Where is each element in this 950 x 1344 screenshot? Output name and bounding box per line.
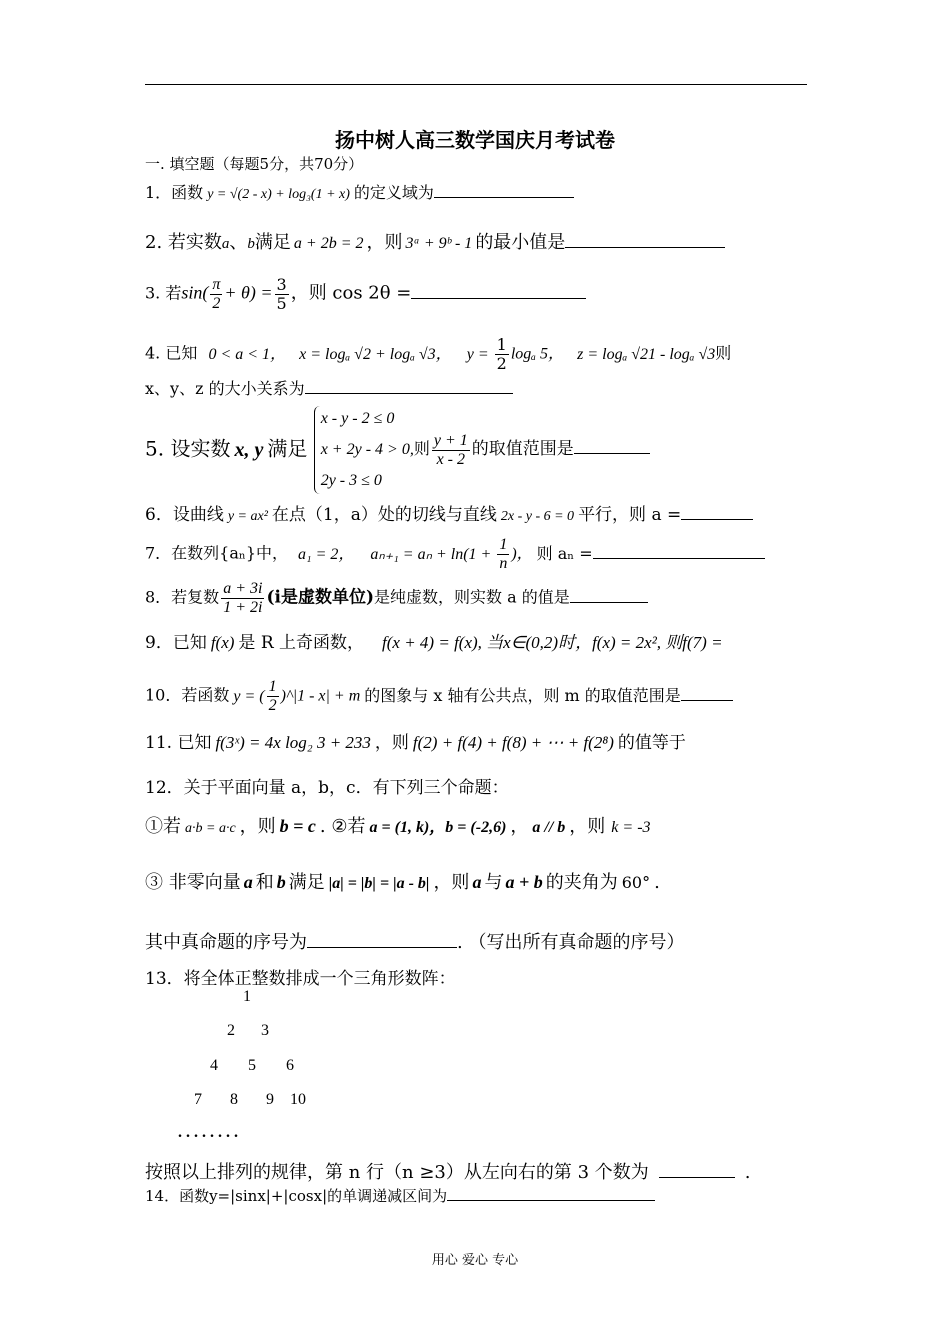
triangle-row-3: 4 5 6 [210, 1057, 294, 1074]
question-10: 10．若函数 y = ( $\frac{1}{2}$ )^|1 - x| + m 的图象与 x 轴有公共点，则 m 的取值范围是 [145, 678, 733, 714]
question-8: 8．若复数 $\frac{a + 3i}{1 + 2i}$ (i是虚数单位)是纯虚数，则实数 a 的值是 [145, 580, 648, 616]
question-2: 2. 若实数a、b满足 a + 2b = 2 ，则 3ᵃ + 9ᵇ - 1 的最小值是 [145, 228, 725, 254]
question-11: 11. 已知 f(3ˣ) = 4x log₂ 3 + 233 ，则 f(2) + f(4) + f(8) + ⋯ + f(2⁸) 的值等于 [145, 733, 686, 753]
page-title: 扬中树人高三数学国庆月考试卷 [335, 128, 615, 152]
question-12-proposition-3: ③ 非零向量 a 和 b 满足 |a| = |b| = |a - b| ，则 a 与 a + b 的夹角为 60° . [145, 872, 660, 893]
question-14: 14．函数y=|sinx|+|cosx|的单调递减区间为 [145, 1185, 655, 1206]
question-1: 1．函数 y = √(2 - x) + log₃(1 + x) 的定义域为 [145, 180, 574, 203]
triangle-row-1: 1 [243, 988, 251, 1005]
question-13-rule: 按照以上排列的规律，第 n 行（n ≥3）从左向右的第 3 个数为 . [145, 1158, 751, 1184]
question-9: 9．已知 f(x) 是 R 上奇函数， f(x + 4) = f(x), 当x∈(0,2)时，f(x) = 2x², 则f(7) = [145, 633, 723, 653]
question-3: 3. 若sin( $\frac{\pi}{2}$ + θ) = $\frac{3}{5}$ ，则 cos 2θ = [145, 276, 586, 312]
top-rule [145, 84, 807, 85]
question-13: 13．将全体正整数排成一个三角形数阵： [145, 969, 456, 989]
question-4-line-2: x、y、z 的大小关系为 [145, 376, 513, 399]
question-7: 7．在数列{aₙ}中， a₁ = 2， aₙ₊₁ = aₙ + ln(1 + $\frac{1}{n}$ )， 则 aₙ = [145, 536, 765, 572]
question-12-proposition-1-2: ①若 a·b = a·c ，则 b = c . ②若 a = (1, k)，b = (-2,6) ， a // b ，则 k = -3 [145, 816, 651, 837]
triangle-row-2: 2 3 [227, 1022, 269, 1039]
question-6: 6．设曲线 y = ax² 在点（1，a）处的切线与直线 2x - y - 6 = 0 平行，则 a = [145, 500, 753, 525]
triangle-dots: . . . . . . . . [178, 1124, 238, 1141]
question-4: 4. 已知 0 < a < 1， x = logₐ √2 + logₐ √3， y = $\frac{1}{2}$ logₐ 5， z = logₐ √21 - logₐ √3则 [145, 335, 732, 373]
question-12: 12．关于平面向量 a，b，c．有下列三个命题： [145, 778, 509, 798]
triangle-row-4: 7 8 9 10 [194, 1091, 306, 1108]
section-heading: 一. 填空题（每题5分，共70分） [145, 155, 364, 173]
question-12-ask: 其中真命题的序号为 . （写出所有真命题的序号） [145, 928, 684, 954]
page-footer: 用心 爱心 专心 [431, 1253, 519, 1268]
question-5: 5. 设实数 x, y 满足 x - y - 2 ≤ 0 x + 2y - 4 > 0,则 $\frac{y + 1}{x - 2}$ 的取值范围是 2y - 3 ≤ 0 [145, 406, 650, 494]
